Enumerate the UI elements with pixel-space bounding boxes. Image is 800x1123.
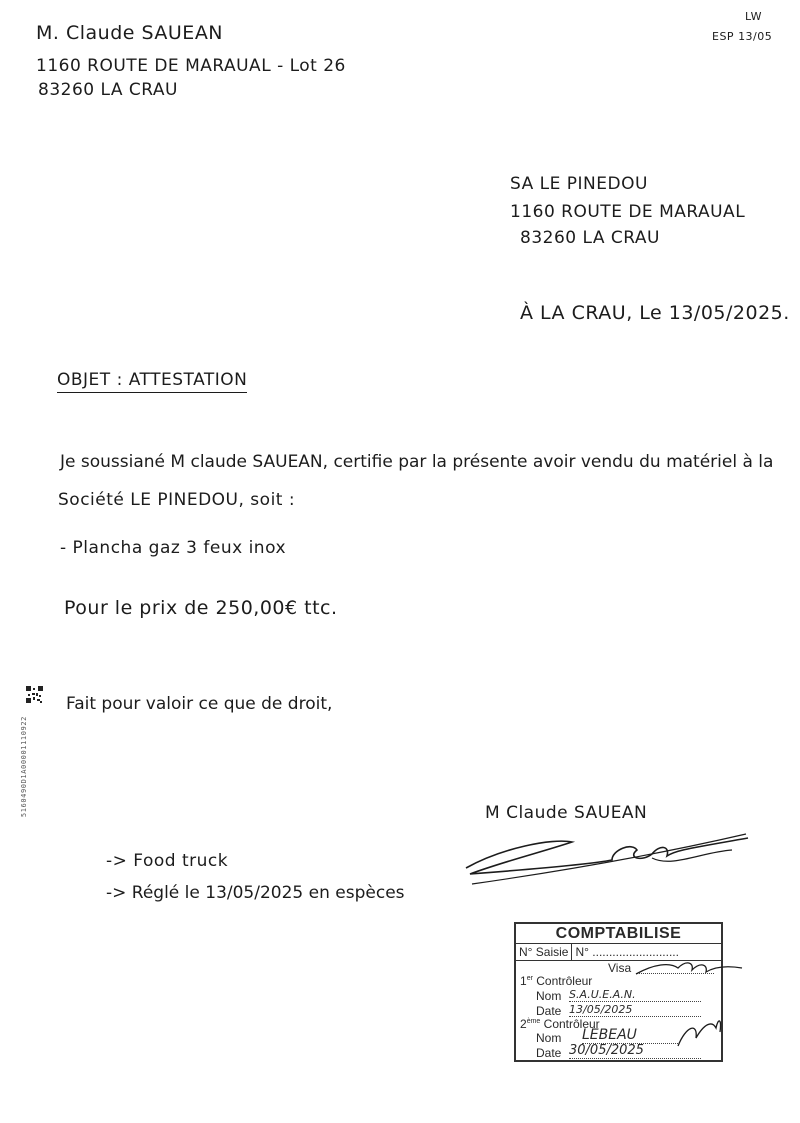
body-item: - Plancha gaz 3 feux inox: [60, 538, 287, 558]
body-line-1: Je soussiané M claude SAUEAN, certifie par la présente avoir vendu du matériel à la: [60, 452, 774, 472]
stamp-controleur-1: 1er Contrôleur: [520, 974, 593, 988]
stamp-saisie-label: N° Saisie: [516, 944, 572, 960]
stamp-date-2-value: 30/05/2025: [569, 1043, 701, 1059]
stamp-controleur-2: 2ème Contrôleur: [520, 1017, 600, 1031]
note-payment: -> Réglé le 13/05/2025 en espèces: [106, 883, 405, 903]
body-line-2: Société LE PINEDOU, soit :: [58, 490, 296, 510]
side-document-code: 5160490D1A00001110922: [20, 716, 28, 818]
accounting-stamp: [514, 922, 723, 1062]
recipient-city: 83260 LA CRAU: [520, 228, 660, 248]
closing-line: Fait pour valoir ce que de droit,: [66, 694, 333, 714]
stamp-controleur-2-signature: [676, 1016, 726, 1050]
stamp-number-label: N° ..........................: [575, 945, 679, 959]
body-price: Pour le prix de 250,00€ ttc.: [64, 597, 338, 619]
place-date: À LA CRAU, Le 13/05/2025.: [520, 302, 790, 324]
corner-note-date: ESP 13/05: [712, 30, 773, 43]
signature-name: M Claude SAUEAN: [485, 803, 648, 823]
sender-name: M. Claude SAUEAN: [36, 22, 224, 44]
sender-address: 1160 ROUTE DE MARAUAL - Lot 26: [36, 56, 346, 76]
note-food-truck: -> Food truck: [106, 851, 229, 871]
signature-scribble: [462, 828, 752, 890]
stamp-visa-label: Visa: [608, 961, 632, 975]
recipient-name: SA LE PINEDOU: [510, 174, 648, 194]
recipient-address: 1160 ROUTE DE MARAUAL: [510, 202, 746, 222]
stamp-title: COMPTABILISE: [516, 924, 721, 944]
subject-line: OBJET : ATTESTATION: [57, 370, 247, 393]
stamp-nom-2-label: Nom: [536, 1031, 562, 1045]
stamp-nom-2-value: LEBEAU: [582, 1027, 678, 1044]
stamp-controleur-2-label: Contrôleur: [540, 1017, 600, 1031]
stamp-date-1-value: 13/05/2025: [569, 1003, 701, 1017]
corner-note-initials: LW: [745, 10, 762, 23]
stamp-nom-1-value: S.A.U.E.A.N.: [569, 988, 701, 1002]
stamp-controleur-1-sup: er: [526, 975, 533, 982]
stamp-controleur-2-sup: ème: [526, 1018, 541, 1025]
qr-code-icon: [26, 686, 43, 703]
sender-city: 83260 LA CRAU: [38, 80, 178, 100]
stamp-nom-1-label: Nom: [536, 989, 562, 1003]
stamp-date-1-label: Date: [536, 1004, 562, 1018]
stamp-visa-signature: [634, 958, 744, 980]
stamp-date-2-label: Date: [536, 1046, 562, 1060]
stamp-controleur-1-label: Contrôleur: [532, 974, 593, 988]
